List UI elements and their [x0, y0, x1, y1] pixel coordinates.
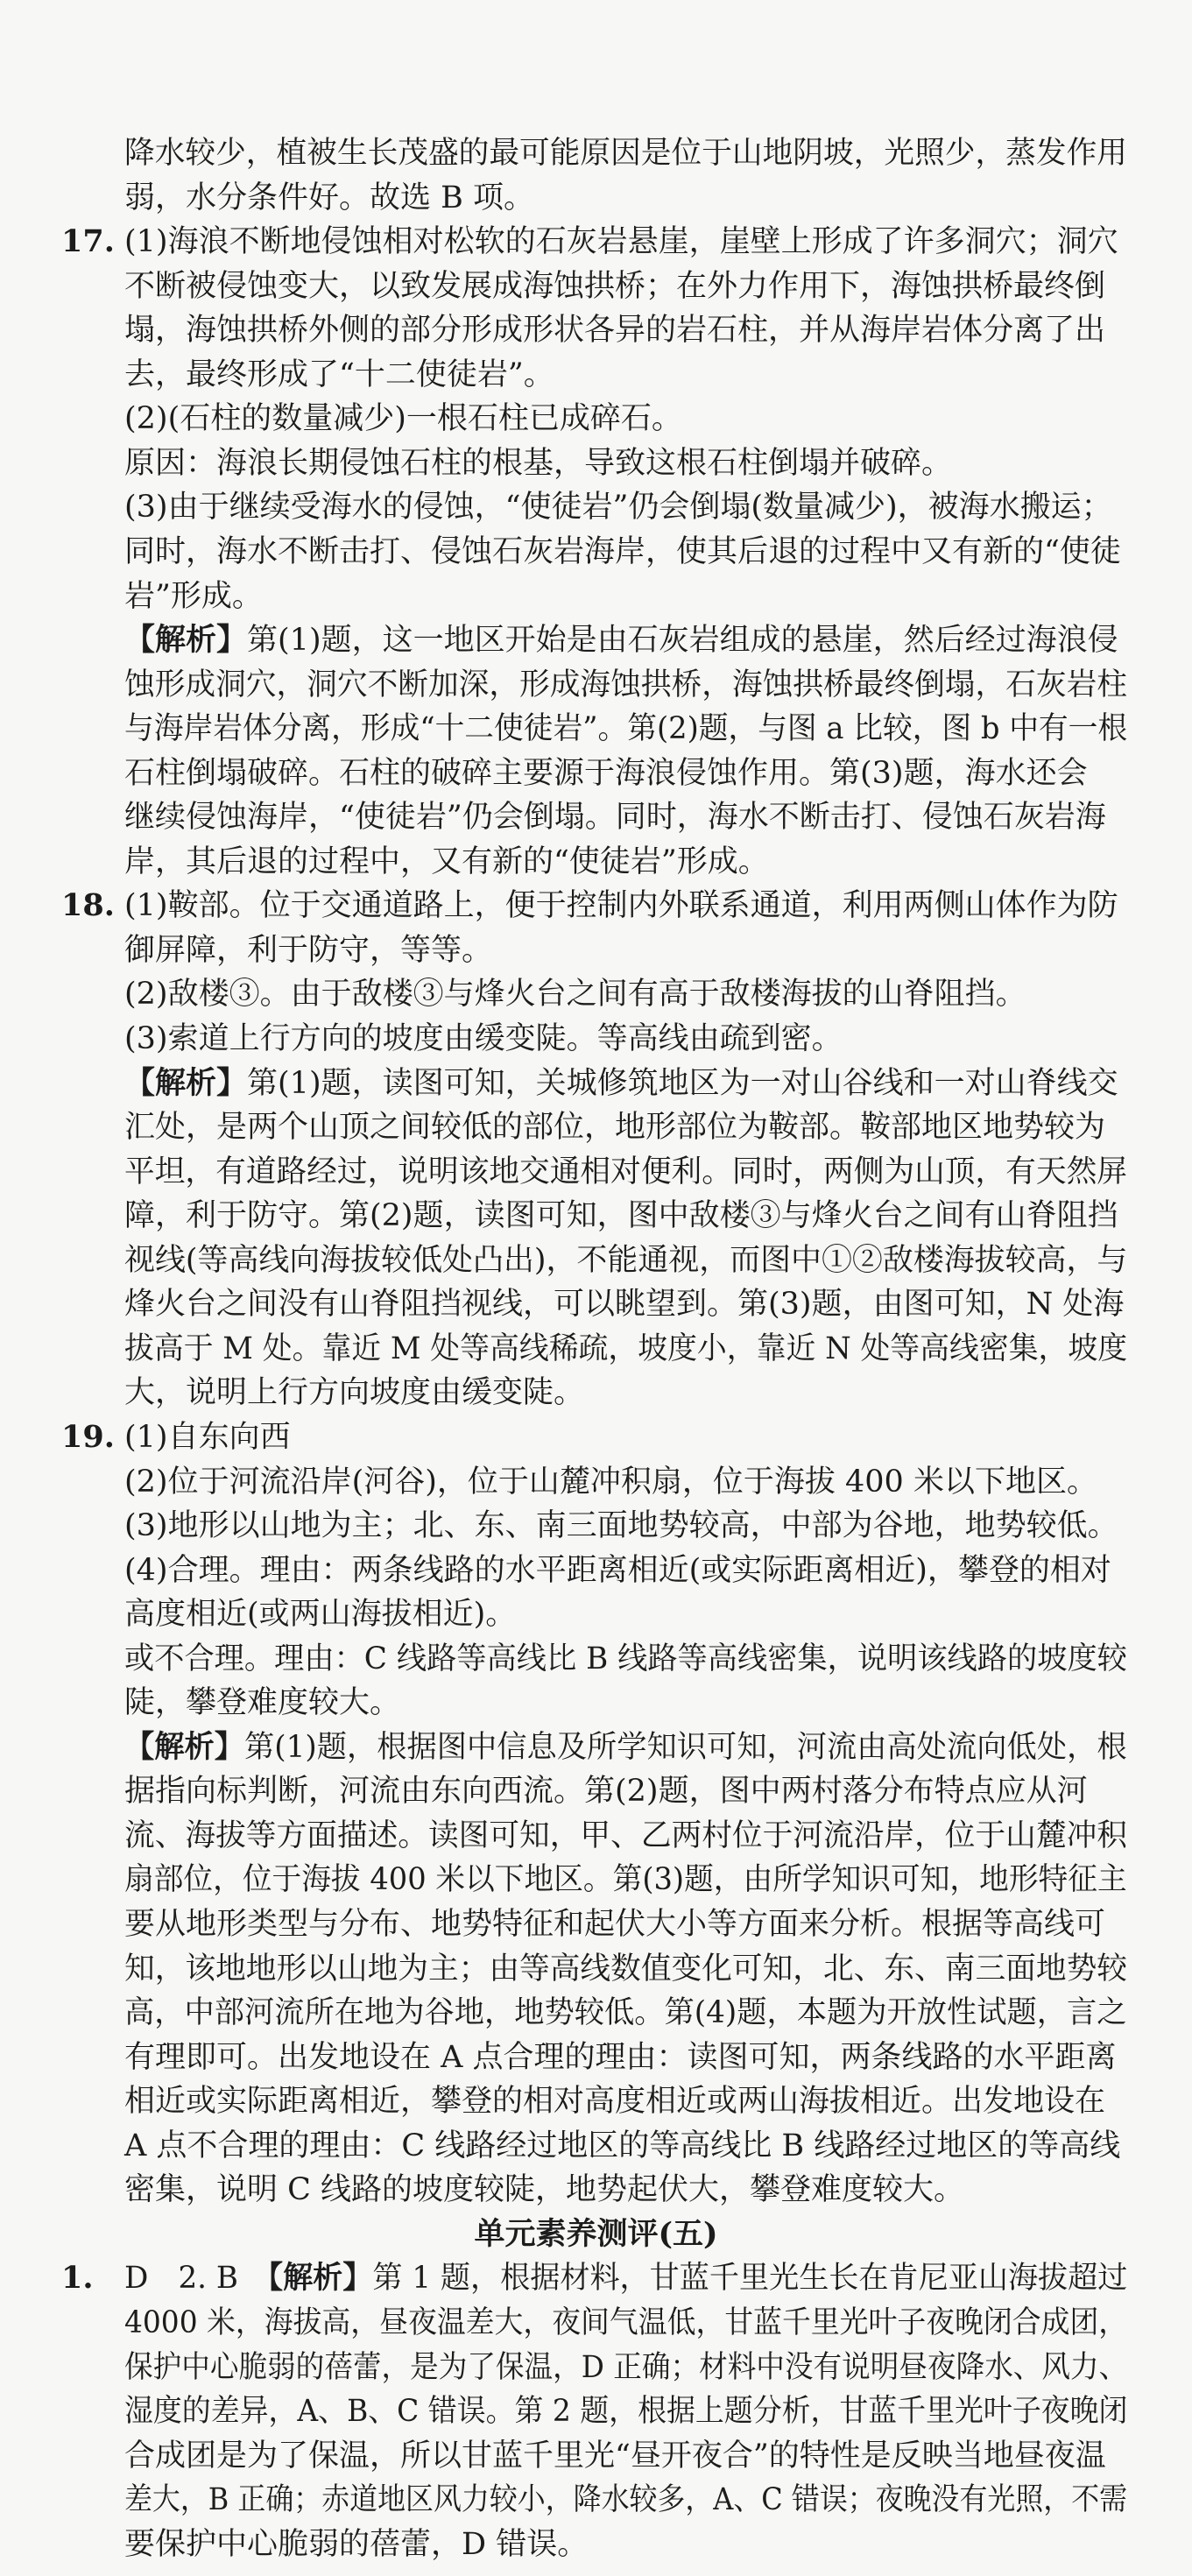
text-line	[124, 1947, 1127, 1991]
analysis-label: 【解析】	[124, 1064, 248, 1101]
line-text: 降水较少，植被生长茂盛的最可能原因是位于山地阴坡，光照少，蒸发作用	[124, 136, 1127, 171]
line-text: 视线(等高线向海拔较低处凸出)，不能通视，而图中①②敌楼海拔较高，与	[124, 1242, 1128, 1278]
text-line	[124, 1371, 584, 1415]
text-line	[124, 928, 492, 972]
text-line	[124, 1017, 843, 1061]
line-text: 知，该地地形以山地为主；由等高线数值变化可知，北、东、南三面地势较	[124, 1951, 1127, 1987]
question-number: 1.	[61, 2260, 94, 2297]
line-text: 岸，其后退的过程中，又有新的“使徒岩”形成。	[124, 843, 769, 879]
text-line	[124, 2124, 1120, 2168]
line-text: 岩”形成。	[124, 578, 263, 614]
text-line	[124, 176, 534, 220]
line-text: 密集，说明 C 线路的坡度较陡，地势起伏大，攀登难度较大。	[124, 2172, 965, 2208]
line-text: 第(1)题，这一地区开始是由石灰岩组成的悬崖，然后经过海浪侵	[247, 623, 1118, 659]
line-text: 流、海拔等方面描述。读图可知，甲、乙两村位于河流沿岸，位于山麓冲积	[124, 1817, 1127, 1853]
text-line	[124, 1549, 1111, 1592]
line-text: 塌，海蚀拱桥外侧的部分形成形状各异的岩石柱，并从海岸岩体分离了出	[124, 313, 1106, 349]
line-text: 合成团是为了保温，所以甘蓝千里光“昼开夜合”的特性是反映当地昼夜温	[124, 2438, 1106, 2474]
line-text: 高度相近(或两山海拔相近)。	[124, 1597, 517, 1633]
line-text: 要从地形类型与分布、地势特征和起伏大小等方面来分析。根据等高线可	[124, 1907, 1106, 1942]
line-text: 不断被侵蚀变大，以致发展成海蚀拱桥；在外力作用下，海蚀拱桥最终倒	[124, 268, 1106, 304]
text-line	[124, 1726, 1127, 1769]
line-text: (2)敌楼③。由于敌楼③与烽火台之间有高于敌楼海拔的山脊阻挡。	[124, 977, 1026, 1013]
text-line	[124, 441, 952, 485]
line-text: 差大，B 正确；赤道地区风力较小，降水较多，A、C 错误；夜晚没有光照，不需	[124, 2482, 1128, 2518]
text-line	[124, 707, 1127, 751]
text-line	[124, 220, 1118, 264]
analysis-label: 【解析】	[124, 1728, 245, 1765]
text-line	[124, 2478, 1127, 2522]
text-line	[124, 2346, 1127, 2389]
text-line	[124, 1592, 516, 1636]
text-line	[124, 1902, 1105, 1946]
text-line	[124, 2168, 964, 2212]
line-text: 据指向标判断，河流由东向西流。第(2)题，图中两村落分布特点应从河	[124, 1774, 1088, 1810]
line-text: (1)自东向西	[124, 1419, 291, 1455]
text-line	[124, 972, 1026, 1016]
text-line	[124, 2079, 1105, 2123]
text-line	[124, 1858, 1127, 1902]
text-line	[124, 618, 1118, 662]
text-line	[124, 131, 1127, 175]
question-number: 17.	[61, 223, 115, 260]
line-text: 汇处，是两个山顶之间较低的部位，地形部位为鞍部。鞍部地区地势较为	[124, 1110, 1106, 1146]
line-text: 扇部位，位于海拔 400 米以下地区。第(3)题，由所学知识可知，地形特征主	[124, 1862, 1127, 1898]
line-text: (2)位于河流沿岸(河谷)，位于山麓冲积扇，位于海拔 400 米以下地区。	[124, 1464, 1097, 1500]
text-line	[124, 1415, 291, 1459]
line-text: 弱，水分条件好。故选 B 项。	[124, 180, 534, 215]
line-text: 保护中心脆弱的蓓蕾，是为了保温，D 正确；材料中没有说明昼夜降水、风力、	[124, 2349, 1128, 2385]
text-line	[124, 530, 1121, 574]
text-line	[124, 1282, 1124, 1326]
text-line	[124, 2256, 1127, 2300]
line-text: D 2. B	[124, 2261, 269, 2297]
text-line	[124, 2434, 1106, 2478]
text-line	[124, 2036, 1117, 2079]
line-text: (4)合理。理由：两条线路的水平距离相近(或实际距离相近)，攀登的相对	[124, 1552, 1111, 1588]
line-text: (3)由于继续受海水的侵蚀，“使徒岩”仍会倒塌(数量减少)，被海水搬运；	[124, 490, 1112, 526]
line-text: 同时，海水不断击打、侵蚀石灰岩海岸，使其后退的过程中又有新的“使徒	[124, 533, 1121, 569]
line-text: 或不合理。理由：C 线路等高线比 B 线路等高线密集，说明该线路的坡度较	[124, 1641, 1127, 1676]
line-text: 要保护中心脆弱的蓓蕾，D 错误。	[124, 2526, 589, 2562]
line-text: (1)鞍部。位于交通道路上，便于控制内外联系通道，利用两侧山体作为防	[124, 888, 1118, 924]
line-text: 烽火台之间没有山脊阻挡视线，可以眺望到。第(3)题，由图可知，N 处海	[124, 1287, 1125, 1323]
analysis-label: 【解析】	[124, 622, 248, 659]
line-text: 蚀形成洞穴，洞穴不断加深，形成海蚀拱桥，海蚀拱桥最终倒塌，石灰岩柱	[124, 667, 1127, 702]
text-line	[124, 1637, 1127, 1681]
text-line	[124, 1062, 1118, 1105]
question-number: 19.	[61, 1418, 115, 1455]
line-text: 有理即可。出发地设在 A 点合理的理由：读图可知，两条线路的水平距离	[124, 2039, 1117, 2075]
line-text: 继续侵蚀海岸，“使徒岩”仍会倒塌。同时，海水不断击打、侵蚀石灰岩海	[124, 800, 1106, 836]
text-line	[124, 2301, 1127, 2345]
line-text: 拔高于 M 处。靠近 M 处等高线稀疏，坡度小，靠近 N 处等高线密集，坡度	[124, 1330, 1128, 1366]
text-line	[124, 1239, 1127, 1282]
line-text: 陡，攀登难度较大。	[124, 1685, 401, 1721]
text-line	[124, 1194, 1118, 1238]
text-line	[124, 1681, 400, 1725]
text-line	[124, 397, 682, 441]
text-line	[124, 1460, 1097, 1504]
line-text: 第(1)题，根据图中信息及所学知识可知，河流由高处流向低处，根	[244, 1729, 1127, 1765]
line-text: 高，中部河流所在地为谷地，地势较低。第(4)题，本题为开放性试题，言之	[124, 1995, 1127, 2031]
line-text: 湿度的差异，A、B、C 错误。第 2 题，根据上题分析，甘蓝千里光叶子夜晚闭	[124, 2394, 1128, 2430]
question-number: 18.	[61, 887, 115, 924]
line-text: 原因：海浪长期侵蚀石柱的根基，导致这根石柱倒塌并破碎。	[124, 445, 953, 481]
text-line	[124, 1814, 1127, 1858]
line-text: 去，最终形成了“十二使徒岩”。	[124, 356, 554, 392]
text-line	[124, 575, 263, 618]
line-text: A 点不合理的理由：C 线路经过地区的等高线比 B 线路经过地区的等高线	[124, 2128, 1121, 2163]
text-line	[124, 353, 554, 397]
text-line	[124, 308, 1105, 352]
line-text: 第(1)题，读图可知，关城修筑地区为一对山谷线和一对山脊线交	[247, 1065, 1118, 1101]
text-line	[124, 1150, 1127, 1194]
text-line	[124, 2389, 1127, 2433]
text-line	[124, 1105, 1105, 1149]
text-line	[124, 2523, 588, 2566]
text-line	[124, 795, 1106, 839]
text-line	[124, 884, 1118, 928]
text-line	[124, 840, 769, 884]
text-line	[124, 1504, 1118, 1548]
text-line	[124, 1327, 1127, 1371]
text-line	[124, 1991, 1127, 2035]
line-text: 御屏障，利于防守，等等。	[124, 932, 493, 968]
line-text: 平坦，有道路经过，说明该地交通相对便利。同时，两侧为山顶，有天然屏	[124, 1154, 1127, 1189]
line-text: 4000 米，海拔高，昼夜温差大，夜间气温低，甘蓝千里光叶子夜晚闭合成团，	[124, 2304, 1128, 2340]
text-line	[124, 663, 1127, 707]
line-text: (2)(石柱的数量减少)一根石柱已成碎石。	[124, 401, 682, 437]
line-text: (3)地形以山地为主；北、东、南三面地势较高，中部为谷地，地势较低。	[124, 1508, 1118, 1544]
line-text: 障，利于防守。第(2)题，读图可知，图中敌楼③与烽火台之间有山脊阻挡	[124, 1198, 1118, 1234]
text-line	[124, 1769, 1088, 1813]
line-text: 第 1 题，根据材料，甘蓝千里光生长在肯尼亚山海拔超过	[372, 2261, 1128, 2297]
line-text: 大，说明上行方向坡度由缓变陡。	[124, 1375, 585, 1411]
line-text: 与海岸岩体分离，形成“十二使徒岩”。第(2)题，与图 a 比较，图 b 中有一根	[124, 711, 1128, 747]
line-text: 石柱倒塌破碎。石柱的破碎主要源于海浪侵蚀作用。第(3)题，海水还会	[124, 755, 1088, 791]
line-text: (3)索道上行方向的坡度由缓变陡。等高线由疏到密。	[124, 1021, 843, 1056]
section-title: 单元素养测评(五)	[474, 2215, 718, 2252]
text-line	[124, 752, 1088, 795]
line-text: 相近或实际距离相近，攀登的相对高度相近或两山海拔相近。出发地设在	[124, 2084, 1106, 2120]
text-line	[124, 485, 1112, 529]
analysis-label: 【解析】	[268, 2260, 373, 2297]
line-text: (1)海浪不断地侵蚀相对松软的石灰岩悬崖，崖壁上形成了许多洞穴；洞穴	[124, 224, 1118, 260]
text-line	[124, 265, 1105, 308]
